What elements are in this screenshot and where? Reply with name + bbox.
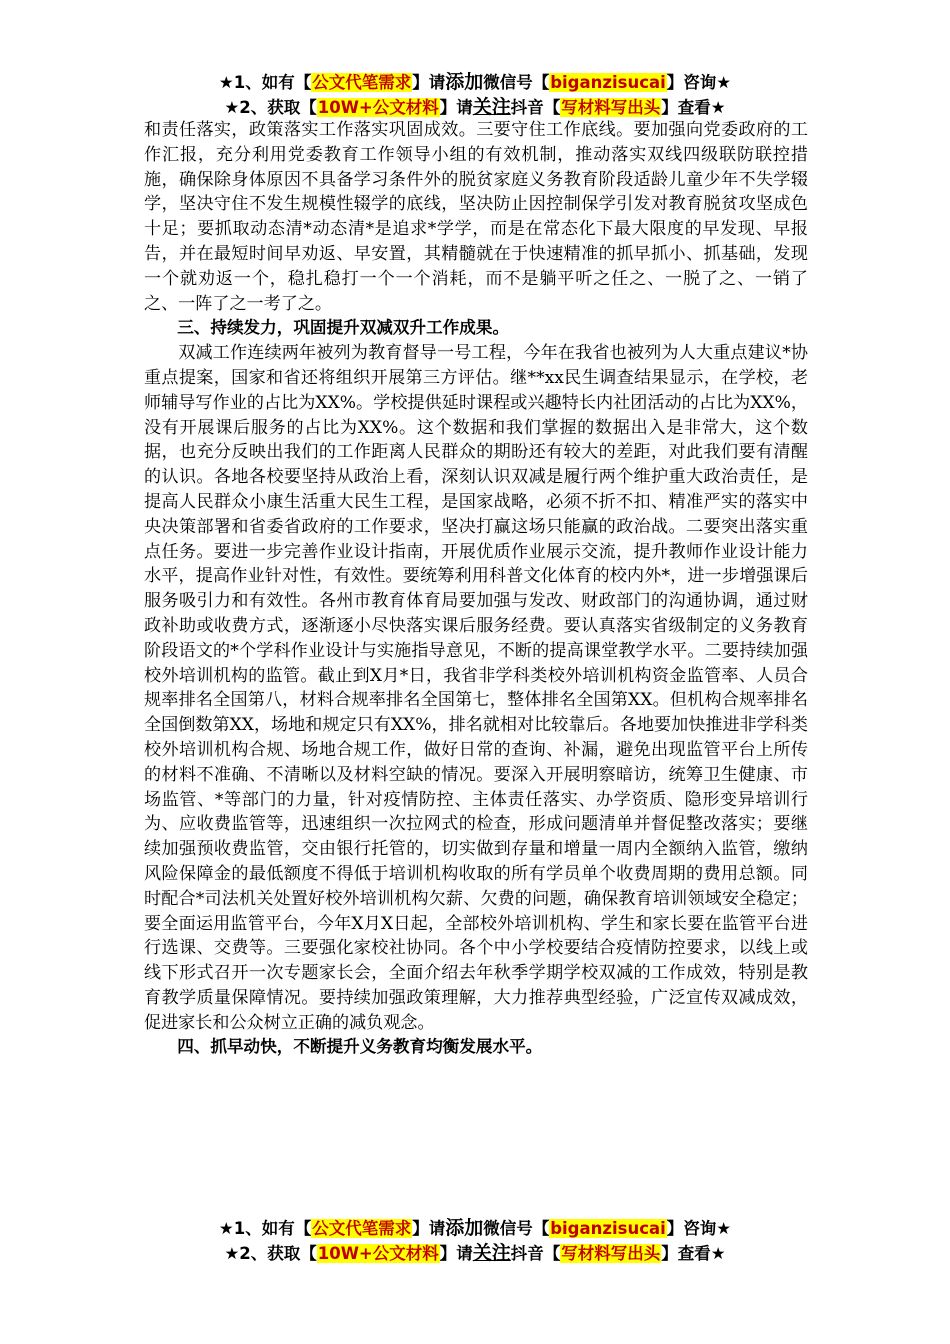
banner-text: 】请: [439, 1244, 473, 1263]
banner-text: 抖音【: [510, 1244, 561, 1263]
banner-highlight-wechat: biganzisucai: [550, 1219, 666, 1238]
banner-highlight-service: 公文代笔需求: [312, 73, 412, 92]
banner-highlight-douyin: 写材料写出头: [561, 1244, 661, 1263]
paragraph-continuation: 和责任落实，政策落实工作落实巩固成效。三要守住工作底线。要加强向党委政府的工作汇报，充分利用党委教育工作领导小组的有效机制，推动落实双线四级联防联控措施，确保除身体原因不具备学习条件外的脱贫家庭义务教育阶段适龄儿童少年不失学辍学，坚决守住不发生规模性辍学的底线，坚决防止因控制保学引发对教育脱贫攻坚成色十足；要抓取动态清*动态清*是追求*学学，而是在常态化下最大限度的早发现、早报告，并在最短时间早劝返、早安置，其精髓就在于快速精准的抓早抓小、抓基础，发现一个就劝返一个，稳扎稳打一个一个消耗，而不是躺平听之任之、一脱了之、一销了之、一阵了之一考了之。: [144, 120, 808, 314]
footer-banner: [0, 1216, 950, 1266]
banner-text: ★1、如有【: [218, 73, 312, 92]
banner-text: ★1、如有【: [218, 1219, 312, 1238]
document-body: [144, 118, 808, 1060]
banner-text: 】请: [412, 1219, 446, 1238]
banner-highlight-materials: 10W+公文材料: [317, 98, 439, 117]
banner-emphasis: 关注: [472, 1242, 511, 1264]
paragraph-section-3: 双减工作连续两年被列为教育督导一号工程，今年在我省也被列为人大重点建议*协重点提案，国家和省还将组织开展第三方评估。继**xx民生调查结果显示，在学校，老师辅导写作业的占比为XX%。学校提供延时课程或兴趣特长内社团活动的占比为XX%，没有开展课后服务的占比为XX%。这个数据和我们掌握的数据出入是非常大，这个数据，也充分反映出我们的工作距离人民群众的期盼还有较大的差距，对此我们要有清醒的认识。各地各校要坚持从政治上看，深刻认识双减是履行两个维护重大政治责任，是提高人民群众小康生活重大民生工程，是国家战略，必须不折不扣、精准严实的落实中央决策部署和省委省政府的工作要求，坚决打赢这场只能赢的政治战。二要突出落实重点任务。要进一步完善作业设计指南，开展优质作业展示交流，提升教师作业设计能力水平，提高作业针对性，有效性。要统筹利用科普文化体育的校内外*，进一步增强课后服务吸引力和有效性。各州市教育体育局要加强与发改、财政部门的沟通协调，通过财政补助或收费方式，逐渐逐小尽快落实课后服务经费。要认真落实省级制定的义务教育阶段语文的*个学科作业设计与实施指导意见，不断的提高课堂教学水平。二要持续加强校外培训机构的监管。截止到X月*日，我省非学科类校外培训机构资金监管率、人员合规率排名全国第八，材料合规率排名全国第七，整体排名全国第XX。但机构合规率排名全国倒数第XX，场地和规定只有XX%，排名就相对比较靠后。各地要加快推进非学科类校外培训机构合规、场地合规工作，做好日常的查询、补漏，避免出现监管平台上所传的材料不准确、不清晰以及材料空缺的情况。要深入开展明察暗访，统筹卫生健康、市场监管、*等部门的力量，针对疫情防控、主体责任落实、办学资质、隐形变异培训行为、应收费监管等，迅速组织一次拉网式的检查，形成问题清单并督促整改落实；要继续加强预收费监管，交由银行托管的，切实做到存量和增量一周内全额纳入监管，缴纳风险保障金的最低额度不得低于培训机构收取的所有学员单个收费周期的费用总额。同时配合*司法机关处置好校外培训机构欠薪、欠费的问题，确保教育培训领域安全稳定；要全面运用监管平台，今年X月X日起，全部校外培训机构、学生和家长要在监管平台进行选课、交费等。三要强化家校社协同。各个中小学校要结合疫情防控要求，以线上或线下形式召开一次专题家长会，全面介绍去年秋季学期学校双减的工作成效，特别是教育教学质量保障情况。要持续加强政策理解，大力推荐典型经验，广泛宣传双减成效，促进家长和公众树立正确的减负观念。: [144, 343, 808, 1033]
banner-line-2: [0, 95, 950, 120]
banner-highlight-douyin: 写材料写出头: [561, 98, 661, 117]
banner-line-2: [0, 1241, 950, 1266]
banner-emphasis: 添加: [445, 1217, 484, 1239]
banner-text: ★2、获取【: [224, 1244, 317, 1263]
banner-text: ★2、获取【: [224, 98, 317, 117]
banner-text: 抖音【: [510, 98, 561, 117]
banner-emphasis: 关注: [472, 96, 511, 118]
banner-highlight-materials: 10W+公文材料: [317, 1244, 439, 1263]
section-heading-3: 三、持续发力，巩固提升双减双升工作成果。: [177, 318, 510, 338]
section-heading-4: 四、抓早动快，不断提升义务教育均衡发展水平。: [177, 1037, 543, 1057]
banner-line-1: [0, 1216, 950, 1241]
banner-text: 微信号【: [483, 73, 550, 92]
banner-text: 】咨询★: [666, 73, 732, 92]
banner-highlight-wechat: biganzisucai: [550, 73, 666, 92]
banner-text: 微信号【: [483, 1219, 550, 1238]
header-banner: [0, 70, 950, 120]
banner-text: 】查看★: [661, 98, 726, 117]
banner-text: 】请: [412, 73, 446, 92]
banner-text: 】请: [439, 98, 473, 117]
banner-line-1: [0, 70, 950, 95]
banner-text: 】查看★: [661, 1244, 726, 1263]
banner-emphasis: 添加: [445, 71, 484, 93]
banner-text: 】咨询★: [666, 1219, 732, 1238]
banner-highlight-service: 公文代笔需求: [312, 1219, 412, 1238]
